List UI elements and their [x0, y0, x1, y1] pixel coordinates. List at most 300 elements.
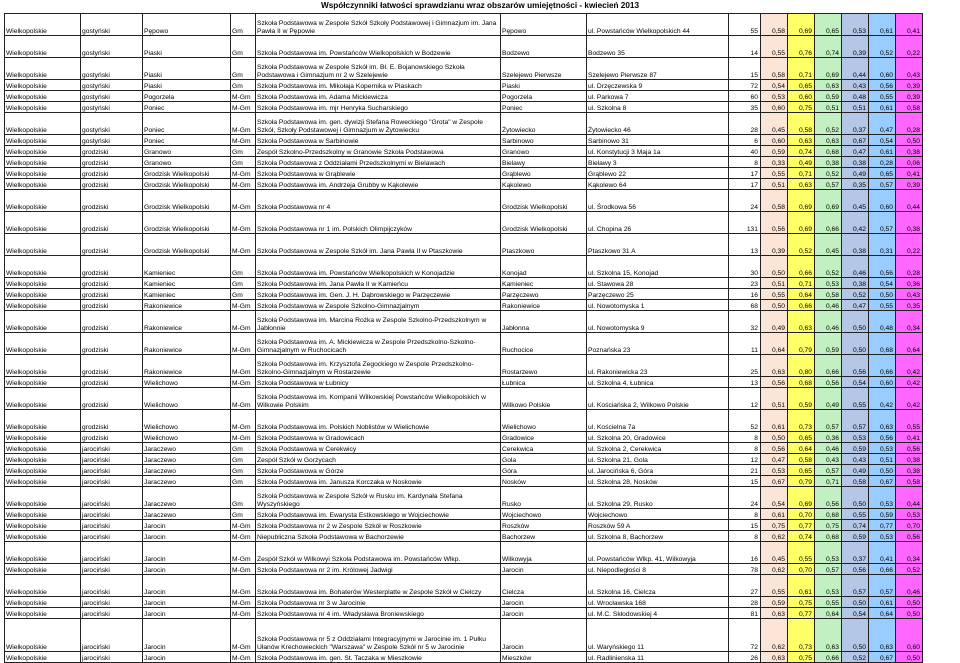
- school-name-cell: Szkoła Podstawowa nr 4 im. Władysława Broniewskiego: [256, 608, 501, 619]
- table-row: [5, 443, 923, 454]
- score-reading-cell: 0,71: [788, 168, 815, 179]
- commune-type-cell: Gm: [231, 465, 256, 476]
- commune-cell: Jarocin: [143, 608, 231, 619]
- commune-cell: Wielichowo: [143, 388, 231, 410]
- score-application-cell: 0,56: [896, 531, 923, 542]
- score-information-cell: 0,63: [869, 410, 896, 432]
- town-cell: Szelejewo Pierwsze: [501, 58, 587, 80]
- score-total-cell: 0,56: [761, 443, 788, 454]
- score-information-cell: 0,55: [869, 91, 896, 102]
- student-count-cell: 11: [729, 333, 761, 355]
- county-cell: grodziski: [81, 289, 143, 300]
- commune-type-cell: M-Gm: [231, 355, 256, 377]
- school-name-cell: Szkoła Podstawowa im. Andrzeja Grubby w Kąkolewie: [256, 179, 501, 190]
- student-count-cell: 24: [729, 190, 761, 212]
- town-cell: Rusko: [501, 487, 587, 509]
- score-application-cell: 0,41: [896, 14, 923, 36]
- score-writing-cell: 0,51: [815, 102, 842, 113]
- score-reasoning-cell: 0,37: [842, 113, 869, 135]
- county-cell: jarociński: [81, 454, 143, 465]
- score-total-cell: 0,62: [761, 531, 788, 542]
- student-count-cell: 78: [729, 564, 761, 575]
- student-count-cell: 16: [729, 289, 761, 300]
- score-reasoning-cell: 0,53: [842, 14, 869, 36]
- score-writing-cell: 0,63: [815, 135, 842, 146]
- score-total-cell: 0,47: [761, 454, 788, 465]
- town-cell: Grodzisk Wielkopolski: [501, 190, 587, 212]
- commune-type-cell: Gm: [231, 157, 256, 168]
- commune-type-cell: M-Gm: [231, 410, 256, 432]
- score-application-cell: 0,41: [896, 432, 923, 443]
- school-name-cell: Szkoła Podstawowa w Łubnicy: [256, 377, 501, 388]
- voivodeship-cell: Wielkopolskie: [5, 564, 81, 575]
- score-application-cell: 0,28: [896, 113, 923, 135]
- student-count-cell: 40: [729, 146, 761, 157]
- commune-type-cell: M-Gm: [231, 542, 256, 564]
- county-cell: grodziski: [81, 256, 143, 278]
- school-name-cell: Zespół Szkół w Gorzycach: [256, 454, 501, 465]
- score-reading-cell: 0,69: [788, 190, 815, 212]
- table-row: [5, 14, 923, 36]
- score-writing-cell: 0,69: [815, 58, 842, 80]
- county-cell: grodziski: [81, 212, 143, 234]
- voivodeship-cell: Wielkopolskie: [5, 597, 81, 608]
- score-reading-cell: 0,68: [788, 377, 815, 388]
- score-application-cell: 0,34: [896, 542, 923, 564]
- school-name-cell: Szkoła Podstawowa w Gradowicach: [256, 432, 501, 443]
- commune-type-cell: M-Gm: [231, 135, 256, 146]
- commune-cell: Jarocin: [143, 575, 231, 597]
- town-cell: Cielcza: [501, 575, 587, 597]
- commune-cell: Wielichowo: [143, 410, 231, 432]
- commune-cell: Piaski: [143, 36, 231, 58]
- table-row: [5, 300, 923, 311]
- commune-type-cell: Gm: [231, 509, 256, 520]
- voivodeship-cell: Wielkopolskie: [5, 212, 81, 234]
- address-cell: ul. Niepodległości 8: [587, 564, 729, 575]
- student-count-cell: 12: [729, 454, 761, 465]
- commune-cell: Grodzisk Wielkopolski: [143, 179, 231, 190]
- address-cell: ul. Kościańska 2, Wilkowo Polskie: [587, 388, 729, 410]
- commune-type-cell: M-Gm: [231, 190, 256, 212]
- commune-type-cell: M-Gm: [231, 91, 256, 102]
- town-cell: Nosków: [501, 476, 587, 487]
- county-cell: jarociński: [81, 619, 143, 652]
- score-application-cell: 0,39: [896, 80, 923, 91]
- score-reading-cell: 0,74: [788, 531, 815, 542]
- school-name-cell: Szkoła Podstawowa im. Gen. J. H. Dąbrowskiego w Parzęczewie: [256, 289, 501, 300]
- table-row: [5, 113, 923, 135]
- commune-cell: Jarocin: [143, 564, 231, 575]
- county-cell: gostyński: [81, 80, 143, 91]
- score-information-cell: 0,42: [869, 388, 896, 410]
- table-row: [5, 58, 923, 80]
- address-cell: Żytowiecko 46: [587, 113, 729, 135]
- address-cell: ul. Wrocławska 168: [587, 597, 729, 608]
- score-total-cell: 0,64: [761, 333, 788, 355]
- score-total-cell: 0,33: [761, 157, 788, 168]
- commune-cell: Pogorzela: [143, 91, 231, 102]
- town-cell: Piaski: [501, 80, 587, 91]
- score-reading-cell: 0,65: [788, 80, 815, 91]
- table-row: [5, 190, 923, 212]
- town-cell: Jarocin: [501, 619, 587, 652]
- score-reasoning-cell: 0,50: [842, 487, 869, 509]
- county-cell: grodziski: [81, 146, 143, 157]
- commune-cell: Poniec: [143, 113, 231, 135]
- score-total-cell: 0,51: [761, 278, 788, 289]
- score-information-cell: 0,31: [869, 234, 896, 256]
- score-writing-cell: 0,58: [815, 289, 842, 300]
- school-name-cell: Szkoła Podstawowa im. Bohaterów Westerplatte w Zespole Szkół w Cielczy: [256, 575, 501, 597]
- score-writing-cell: 0,59: [815, 91, 842, 102]
- score-total-cell: 0,45: [761, 542, 788, 564]
- commune-type-cell: M-Gm: [231, 179, 256, 190]
- score-reasoning-cell: 0,51: [842, 102, 869, 113]
- score-total-cell: 0,60: [761, 135, 788, 146]
- score-reading-cell: 0,76: [788, 36, 815, 58]
- student-count-cell: 15: [729, 476, 761, 487]
- county-cell: gostyński: [81, 36, 143, 58]
- score-information-cell: 0,61: [869, 102, 896, 113]
- score-application-cell: 0,53: [896, 509, 923, 520]
- commune-cell: Poniec: [143, 102, 231, 113]
- county-cell: jarociński: [81, 476, 143, 487]
- table-row: [5, 388, 923, 410]
- score-reading-cell: 0,58: [788, 454, 815, 465]
- score-total-cell: 0,75: [761, 520, 788, 531]
- score-reading-cell: 0,75: [788, 102, 815, 113]
- score-application-cell: 0,43: [896, 58, 923, 80]
- school-name-cell: Szkoła Podstawowa im. Krzysztofa Zegockiego w Zespole Przedszkolno-Szkolno-Gimnazjalnym w Rostarzewie: [256, 355, 501, 377]
- town-cell: Poniec: [501, 102, 587, 113]
- commune-type-cell: Gm: [231, 443, 256, 454]
- score-application-cell: 0,44: [896, 190, 923, 212]
- commune-type-cell: M-Gm: [231, 652, 256, 663]
- score-reasoning-cell: 0,59: [842, 443, 869, 454]
- town-cell: Mieszków: [501, 652, 587, 663]
- town-cell: Pogorzela: [501, 91, 587, 102]
- address-cell: ul. Jarocińska 6, Góra: [587, 465, 729, 476]
- school-name-cell: Szkoła Podstawowa nr 2 w Zespole Szkół w Roszkowie: [256, 520, 501, 531]
- score-application-cell: 0,06: [896, 157, 923, 168]
- table-row: [5, 168, 923, 179]
- address-cell: Poznańska 23: [587, 333, 729, 355]
- voivodeship-cell: Wielkopolskie: [5, 575, 81, 597]
- score-information-cell: 0,66: [869, 355, 896, 377]
- table-row: [5, 454, 923, 465]
- score-reasoning-cell: 0,35: [842, 179, 869, 190]
- table-row: [5, 333, 923, 355]
- score-total-cell: 0,39: [761, 234, 788, 256]
- student-count-cell: 14: [729, 36, 761, 58]
- student-count-cell: 6: [729, 135, 761, 146]
- county-cell: gostyński: [81, 113, 143, 135]
- student-count-cell: 55: [729, 14, 761, 36]
- score-reasoning-cell: 0,39: [842, 36, 869, 58]
- score-total-cell: 0,55: [761, 575, 788, 597]
- score-reasoning-cell: 0,42: [842, 212, 869, 234]
- score-total-cell: 0,62: [761, 564, 788, 575]
- score-writing-cell: 0,55: [815, 597, 842, 608]
- score-information-cell: 0,48: [869, 311, 896, 333]
- student-count-cell: 52: [729, 410, 761, 432]
- voivodeship-cell: Wielkopolskie: [5, 157, 81, 168]
- town-cell: Gradowice: [501, 432, 587, 443]
- table-row: [5, 278, 923, 289]
- score-reading-cell: 0,73: [788, 619, 815, 652]
- score-total-cell: 0,51: [761, 179, 788, 190]
- voivodeship-cell: Wielkopolskie: [5, 234, 81, 256]
- voivodeship-cell: Wielkopolskie: [5, 388, 81, 410]
- table-row: [5, 256, 923, 278]
- school-name-cell: Szkoła Podstawowa w Sarbinowie: [256, 135, 501, 146]
- town-cell: Rakoniewice: [501, 300, 587, 311]
- score-reasoning-cell: 0,52: [842, 652, 869, 663]
- score-application-cell: 0,60: [896, 619, 923, 652]
- county-cell: jarociński: [81, 542, 143, 564]
- address-cell: ul. Waryńskiego 11: [587, 619, 729, 652]
- score-reading-cell: 0,79: [788, 333, 815, 355]
- student-count-cell: 68: [729, 300, 761, 311]
- school-name-cell: Szkoła Podstawowa im. Powstańców Wielkopolskich w Konojadzie: [256, 256, 501, 278]
- table-row: [5, 311, 923, 333]
- score-information-cell: 0,54: [869, 135, 896, 146]
- score-reasoning-cell: 0,38: [842, 234, 869, 256]
- score-total-cell: 0,50: [761, 432, 788, 443]
- table-row: [5, 608, 923, 619]
- score-information-cell: 0,56: [869, 256, 896, 278]
- score-application-cell: 0,52: [896, 564, 923, 575]
- town-cell: Wilkowo Polskie: [501, 388, 587, 410]
- voivodeship-cell: Wielkopolskie: [5, 256, 81, 278]
- score-writing-cell: 0,52: [815, 168, 842, 179]
- table-row: [5, 575, 923, 597]
- student-count-cell: 13: [729, 234, 761, 256]
- town-cell: Jarocin: [501, 608, 587, 619]
- commune-type-cell: M-Gm: [231, 234, 256, 256]
- address-cell: Parzęczewo 25: [587, 289, 729, 300]
- table-row: [5, 410, 923, 432]
- voivodeship-cell: Wielkopolskie: [5, 410, 81, 432]
- school-name-cell: Zespół Szkolno-Przedszkolny w Granowie Szkoła Podstawowa: [256, 146, 501, 157]
- school-name-cell: Szkoła Podstawowa im. gen. St. Taczaka w Mieszkowie: [256, 652, 501, 663]
- county-cell: jarociński: [81, 652, 143, 663]
- voivodeship-cell: Wielkopolskie: [5, 443, 81, 454]
- school-name-cell: Szkoła Podstawowa nr 3 w Jarocinie: [256, 597, 501, 608]
- student-count-cell: 28: [729, 597, 761, 608]
- town-cell: Rostarzewo: [501, 355, 587, 377]
- commune-type-cell: Gm: [231, 256, 256, 278]
- school-name-cell: Szkoła Podstawowa w Zespole Szkół w Rusku im. Kardynała Stefana Wyszyńskiego: [256, 487, 501, 509]
- address-cell: ul. Szkolna 8, Bachorzew: [587, 531, 729, 542]
- county-cell: grodziski: [81, 410, 143, 432]
- town-cell: Pępowo: [501, 14, 587, 36]
- address-cell: ul. Drzęczewska 9: [587, 80, 729, 91]
- county-cell: grodziski: [81, 168, 143, 179]
- county-cell: gostyński: [81, 135, 143, 146]
- score-application-cell: 0,50: [896, 135, 923, 146]
- table-row: [5, 179, 923, 190]
- score-total-cell: 0,54: [761, 80, 788, 91]
- commune-cell: Jarocin: [143, 619, 231, 652]
- score-reading-cell: 0,49: [788, 157, 815, 168]
- commune-cell: Grodzisk Wielkopolski: [143, 234, 231, 256]
- score-application-cell: 0,38: [896, 212, 923, 234]
- commune-cell: Poniec: [143, 135, 231, 146]
- student-count-cell: 35: [729, 102, 761, 113]
- score-writing-cell: 0,68: [815, 531, 842, 542]
- score-total-cell: 0,67: [761, 476, 788, 487]
- score-reading-cell: 0,79: [788, 476, 815, 487]
- score-total-cell: 0,53: [761, 91, 788, 102]
- score-reasoning-cell: 0,45: [842, 190, 869, 212]
- score-writing-cell: 0,45: [815, 234, 842, 256]
- score-reading-cell: 0,70: [788, 564, 815, 575]
- score-information-cell: 0,53: [869, 487, 896, 509]
- score-total-cell: 0,63: [761, 608, 788, 619]
- score-writing-cell: 0,43: [815, 454, 842, 465]
- voivodeship-cell: Wielkopolskie: [5, 465, 81, 476]
- score-reasoning-cell: 0,50: [842, 619, 869, 652]
- address-cell: Ptaszkowo 31 A: [587, 234, 729, 256]
- score-writing-cell: 0,56: [815, 487, 842, 509]
- town-cell: Jabłonna: [501, 311, 587, 333]
- county-cell: jarociński: [81, 465, 143, 476]
- commune-type-cell: Gm: [231, 454, 256, 465]
- address-cell: ul. Szkolna 15, Konojad: [587, 256, 729, 278]
- address-cell: ul. Konstytucji 3 Maja 1a: [587, 146, 729, 157]
- commune-cell: Jarocin: [143, 652, 231, 663]
- score-writing-cell: 0,46: [815, 300, 842, 311]
- score-information-cell: 0,59: [869, 509, 896, 520]
- county-cell: grodziski: [81, 388, 143, 410]
- score-reasoning-cell: 0,44: [842, 58, 869, 80]
- score-information-cell: 0,53: [869, 531, 896, 542]
- county-cell: gostyński: [81, 91, 143, 102]
- score-total-cell: 0,61: [761, 509, 788, 520]
- score-total-cell: 0,49: [761, 311, 788, 333]
- score-reasoning-cell: 0,55: [842, 509, 869, 520]
- score-writing-cell: 0,68: [815, 146, 842, 157]
- score-reasoning-cell: 0,50: [842, 311, 869, 333]
- town-cell: Kąkolewo: [501, 179, 587, 190]
- voivodeship-cell: Wielkopolskie: [5, 146, 81, 157]
- student-count-cell: 17: [729, 168, 761, 179]
- score-information-cell: 0,56: [869, 80, 896, 91]
- commune-type-cell: M-Gm: [231, 333, 256, 355]
- table-row: [5, 355, 923, 377]
- score-application-cell: 0,55: [896, 410, 923, 432]
- school-name-cell: Szkoła Podstawowa w Zespole Szkół Szkoły Podstawowej i Gimnazjum im. Jana Pawła II w Pępowie: [256, 14, 501, 36]
- commune-cell: Wielichowo: [143, 377, 231, 388]
- commune-cell: Piaski: [143, 58, 231, 80]
- town-cell: Bachorzew: [501, 531, 587, 542]
- commune-cell: Jaraczewo: [143, 443, 231, 454]
- table-row: [5, 377, 923, 388]
- school-name-cell: Szkoła Podstawowa w Grąblewie: [256, 168, 501, 179]
- commune-type-cell: Gm: [231, 14, 256, 36]
- score-reasoning-cell: 0,74: [842, 520, 869, 531]
- commune-cell: Wielichowo: [143, 432, 231, 443]
- student-count-cell: 12: [729, 388, 761, 410]
- score-information-cell: 0,28: [869, 157, 896, 168]
- page-title: Współczynniki łatwości sprawdzianu wraz obszarów umiejętności - kwiecień 2013: [320, 1, 640, 10]
- address-cell: ul. Parkowa 7: [587, 91, 729, 102]
- town-cell: Jarocin: [501, 564, 587, 575]
- student-count-cell: 60: [729, 91, 761, 102]
- address-cell: Wojciechowo: [587, 509, 729, 520]
- score-total-cell: 0,55: [761, 289, 788, 300]
- town-cell: Ptaszkowo: [501, 234, 587, 256]
- score-reasoning-cell: 0,54: [842, 608, 869, 619]
- town-cell: Żytowiecko: [501, 113, 587, 135]
- score-reading-cell: 0,58: [788, 113, 815, 135]
- score-reading-cell: 0,63: [788, 135, 815, 146]
- student-count-cell: 131: [729, 212, 761, 234]
- score-writing-cell: 0,38: [815, 157, 842, 168]
- county-cell: grodziski: [81, 157, 143, 168]
- voivodeship-cell: Wielkopolskie: [5, 487, 81, 509]
- address-cell: Roszków 59 A: [587, 520, 729, 531]
- table-row: [5, 91, 923, 102]
- commune-cell: Kamieniec: [143, 278, 231, 289]
- address-cell: ul. Chopina 26: [587, 212, 729, 234]
- score-writing-cell: 0,66: [815, 652, 842, 663]
- score-reading-cell: 0,69: [788, 14, 815, 36]
- address-cell: ul. Powstańców Wlkp. 41, Wilkowyja: [587, 542, 729, 564]
- commune-type-cell: M-Gm: [231, 300, 256, 311]
- commune-cell: Rakoniewice: [143, 333, 231, 355]
- score-information-cell: 0,61: [869, 146, 896, 157]
- score-writing-cell: 0,69: [815, 190, 842, 212]
- voivodeship-cell: Wielkopolskie: [5, 135, 81, 146]
- results-table: [4, 13, 923, 663]
- table-row: [5, 432, 923, 443]
- address-cell: Grąblewo 22: [587, 168, 729, 179]
- student-count-cell: 8: [729, 509, 761, 520]
- commune-type-cell: M-Gm: [231, 597, 256, 608]
- school-name-cell: Szkoła Podstawowa im. Polskich Noblistów w Wielichowie: [256, 410, 501, 432]
- table-row: [5, 531, 923, 542]
- voivodeship-cell: Wielkopolskie: [5, 278, 81, 289]
- student-count-cell: 25: [729, 355, 761, 377]
- score-application-cell: 0,50: [896, 652, 923, 663]
- score-reasoning-cell: 0,57: [842, 410, 869, 432]
- voivodeship-cell: Wielkopolskie: [5, 476, 81, 487]
- commune-type-cell: M-Gm: [231, 168, 256, 179]
- table-row: [5, 465, 923, 476]
- voivodeship-cell: Wielkopolskie: [5, 300, 81, 311]
- score-reasoning-cell: 0,38: [842, 278, 869, 289]
- score-reasoning-cell: 0,58: [842, 476, 869, 487]
- score-information-cell: 0,51: [869, 454, 896, 465]
- commune-type-cell: M-Gm: [231, 520, 256, 531]
- commune-type-cell: M-Gm: [231, 311, 256, 333]
- county-cell: grodziski: [81, 300, 143, 311]
- score-writing-cell: 0,36: [815, 432, 842, 443]
- score-reading-cell: 0,75: [788, 597, 815, 608]
- commune-type-cell: M-Gm: [231, 377, 256, 388]
- score-writing-cell: 0,66: [815, 355, 842, 377]
- score-reading-cell: 0,69: [788, 487, 815, 509]
- address-cell: ul. Szkolna 28, Nosków: [587, 476, 729, 487]
- school-name-cell: Szkoła Podstawowa im. Marcina Rożka w Zespole Szkolno-Przedszkolnym w Jabłonnie: [256, 311, 501, 333]
- score-writing-cell: 0,63: [815, 80, 842, 91]
- town-cell: Konojad: [501, 256, 587, 278]
- commune-type-cell: Gm: [231, 80, 256, 91]
- score-information-cell: 0,53: [869, 443, 896, 454]
